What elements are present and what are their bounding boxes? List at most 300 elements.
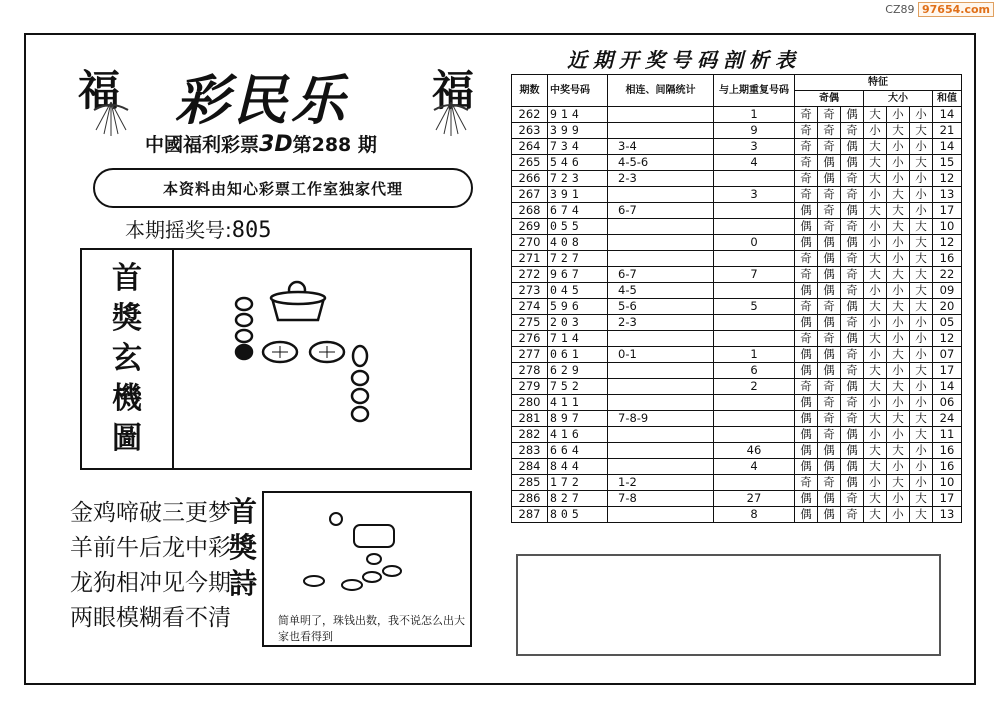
cell-issue: 272 [512, 267, 548, 283]
cell-repeat: 0 [714, 235, 795, 251]
cell-odd-even: 偶 [841, 331, 864, 347]
cell-issue: 283 [512, 443, 548, 459]
cell-big-small: 大 [910, 123, 933, 139]
cell-odd-even: 奇 [841, 171, 864, 187]
cell-span: 4-5-6 [608, 155, 714, 171]
poem-title-char: 獎 [228, 531, 257, 564]
cell-sum: 12 [933, 331, 962, 347]
cell-big-small: 小 [910, 475, 933, 491]
cell-big-small: 大 [864, 443, 887, 459]
cell-odd-even: 偶 [841, 139, 864, 155]
history-table-body [512, 107, 962, 523]
table-row [512, 363, 962, 379]
cell-odd-even: 奇 [795, 251, 818, 267]
cell-big-small: 大 [910, 427, 933, 443]
table-row [512, 251, 962, 267]
cell-issue: 271 [512, 251, 548, 267]
cell-odd-even: 奇 [795, 139, 818, 155]
cell-issue: 279 [512, 379, 548, 395]
table-row [512, 155, 962, 171]
cell-sum: 14 [933, 379, 962, 395]
cell-repeat: 6 [714, 363, 795, 379]
cell-repeat: 4 [714, 155, 795, 171]
table-row [512, 283, 962, 299]
cell-big-small: 小 [910, 331, 933, 347]
cell-issue: 269 [512, 219, 548, 235]
cell-big-small: 大 [864, 363, 887, 379]
puzzle-label-char: 獎 [112, 301, 142, 336]
cell-odd-even: 奇 [818, 219, 841, 235]
cell-span: 2-3 [608, 315, 714, 331]
cell-big-small: 大 [864, 139, 887, 155]
cell-big-small: 大 [864, 507, 887, 523]
cell-span [608, 443, 714, 459]
history-table [511, 74, 962, 523]
cell-sum: 17 [933, 203, 962, 219]
cell-sum: 24 [933, 411, 962, 427]
cell-repeat [714, 203, 795, 219]
cell-big-small: 大 [910, 219, 933, 235]
cell-odd-even: 偶 [795, 235, 818, 251]
cell-number: 391 [548, 187, 608, 203]
coin-puzzle-drawing-icon [222, 270, 382, 450]
table-row [512, 219, 962, 235]
cell-big-small: 小 [887, 331, 910, 347]
cell-big-small: 大 [864, 299, 887, 315]
poem-note: 简单明了，珠钱出数，我不说怎么出大家也看得到 [278, 614, 465, 643]
cell-odd-even: 偶 [795, 315, 818, 331]
cell-big-small: 大 [887, 347, 910, 363]
cell-big-small: 大 [887, 299, 910, 315]
cell-span: 5-6 [608, 299, 714, 315]
cell-big-small: 小 [864, 219, 887, 235]
cell-issue: 267 [512, 187, 548, 203]
drawn-label: 本期摇奖号: [125, 218, 232, 242]
cell-sum: 14 [933, 139, 962, 155]
cell-odd-even: 奇 [841, 219, 864, 235]
cell-big-small: 大 [887, 475, 910, 491]
cell-span: 6-7 [608, 203, 714, 219]
watermark [885, 3, 994, 16]
table-row [512, 507, 962, 523]
table-row [512, 171, 962, 187]
cell-repeat: 7 [714, 267, 795, 283]
issue-number: 288 [311, 134, 352, 156]
cell-issue: 278 [512, 363, 548, 379]
cell-big-small: 大 [887, 187, 910, 203]
cell-span [608, 251, 714, 267]
cell-big-small: 小 [864, 475, 887, 491]
cell-sum: 06 [933, 395, 962, 411]
cell-odd-even: 偶 [841, 299, 864, 315]
cell-issue: 276 [512, 331, 548, 347]
cell-issue: 263 [512, 123, 548, 139]
cell-big-small: 小 [887, 155, 910, 171]
cell-big-small: 大 [864, 203, 887, 219]
cell-big-small: 大 [864, 155, 887, 171]
cell-big-small: 小 [887, 251, 910, 267]
cell-odd-even: 偶 [841, 235, 864, 251]
poem-line: 两眼模糊看不清 [70, 605, 231, 631]
table-row [512, 315, 962, 331]
cell-big-small: 大 [910, 155, 933, 171]
cell-odd-even: 偶 [818, 155, 841, 171]
cell-odd-even: 偶 [841, 155, 864, 171]
cell-odd-even: 奇 [841, 347, 864, 363]
cell-big-small: 小 [864, 347, 887, 363]
cell-odd-even: 奇 [841, 491, 864, 507]
cell-issue: 275 [512, 315, 548, 331]
cell-big-small: 小 [910, 347, 933, 363]
cell-odd-even: 奇 [841, 251, 864, 267]
cell-span [608, 395, 714, 411]
cell-number: 805 [548, 507, 608, 523]
cell-span: 7-8-9 [608, 411, 714, 427]
cell-odd-even: 奇 [841, 187, 864, 203]
cell-sum: 10 [933, 475, 962, 491]
cell-big-small: 小 [887, 491, 910, 507]
cell-odd-even: 奇 [841, 507, 864, 523]
cell-big-small: 大 [887, 123, 910, 139]
cell-odd-even: 奇 [795, 475, 818, 491]
issue-line [145, 130, 377, 157]
cell-span: 3-4 [608, 139, 714, 155]
cell-odd-even: 奇 [818, 187, 841, 203]
puzzle-label-char: 首 [112, 261, 142, 296]
cell-big-small: 大 [910, 299, 933, 315]
cell-issue: 277 [512, 347, 548, 363]
cell-odd-even: 偶 [818, 171, 841, 187]
cell-big-small: 大 [910, 267, 933, 283]
cell-repeat: 2 [714, 379, 795, 395]
cell-odd-even: 偶 [841, 203, 864, 219]
cell-repeat [714, 427, 795, 443]
cell-issue: 285 [512, 475, 548, 491]
cell-big-small: 大 [887, 411, 910, 427]
cell-odd-even: 偶 [841, 379, 864, 395]
table-row [512, 411, 962, 427]
brand-title: 彩民乐 [175, 68, 349, 132]
cell-odd-even: 偶 [841, 107, 864, 123]
cell-odd-even: 偶 [795, 347, 818, 363]
watermark-site[interactable]: 97654.com [918, 2, 994, 17]
col-repeat: 与上期重复号码 [714, 75, 795, 107]
col-issue: 期数 [512, 75, 548, 107]
cell-repeat: 1 [714, 347, 795, 363]
cell-big-small: 大 [864, 459, 887, 475]
cell-big-small: 大 [887, 443, 910, 459]
cell-span [608, 123, 714, 139]
cell-span: 0-1 [608, 347, 714, 363]
cell-span: 2-3 [608, 171, 714, 187]
table-row [512, 395, 962, 411]
cell-issue: 274 [512, 299, 548, 315]
puzzle-label-char: 機 [112, 381, 142, 416]
cell-repeat [714, 283, 795, 299]
cell-odd-even: 奇 [841, 123, 864, 139]
cell-odd-even: 偶 [795, 443, 818, 459]
cell-number: 664 [548, 443, 608, 459]
cell-issue: 280 [512, 395, 548, 411]
cell-sum: 17 [933, 491, 962, 507]
cell-odd-even: 偶 [818, 347, 841, 363]
prize-puzzle-box [80, 248, 472, 470]
cell-number: 203 [548, 315, 608, 331]
cell-big-small: 小 [864, 283, 887, 299]
table-row [512, 459, 962, 475]
cell-number: 408 [548, 235, 608, 251]
table-row [512, 203, 962, 219]
cell-odd-even: 奇 [818, 427, 841, 443]
cell-number: 827 [548, 491, 608, 507]
cell-span: 7-8 [608, 491, 714, 507]
watermark-prefix: CZ89 [885, 3, 915, 16]
cell-odd-even: 偶 [795, 491, 818, 507]
cell-big-small: 小 [864, 427, 887, 443]
table-row [512, 379, 962, 395]
cell-odd-even: 奇 [795, 379, 818, 395]
poem-line: 龙狗相冲见今期 [70, 570, 231, 596]
cell-sum: 05 [933, 315, 962, 331]
blank-notes-box [516, 554, 941, 656]
table-row [512, 491, 962, 507]
col-odd-even: 奇偶 [795, 91, 864, 107]
table-row [512, 347, 962, 363]
cell-big-small: 小 [910, 203, 933, 219]
cell-odd-even: 偶 [841, 427, 864, 443]
cell-odd-even: 奇 [841, 411, 864, 427]
cell-odd-even: 偶 [795, 395, 818, 411]
cell-odd-even: 偶 [795, 219, 818, 235]
cell-number: 674 [548, 203, 608, 219]
coins-sketch-icon [294, 503, 454, 613]
cell-number: 897 [548, 411, 608, 427]
cell-odd-even: 偶 [795, 203, 818, 219]
table-row [512, 427, 962, 443]
cell-issue: 264 [512, 139, 548, 155]
cell-issue: 281 [512, 411, 548, 427]
cell-big-small: 小 [864, 315, 887, 331]
cell-repeat [714, 331, 795, 347]
poem-title-char: 首 [228, 495, 257, 528]
cell-odd-even: 奇 [795, 267, 818, 283]
cell-number: 055 [548, 219, 608, 235]
cell-repeat [714, 219, 795, 235]
cell-big-small: 小 [910, 187, 933, 203]
cell-number: 967 [548, 267, 608, 283]
cell-big-small: 大 [910, 235, 933, 251]
agent-banner: 本资料由知心彩票工作室独家代理 [93, 168, 473, 208]
cell-odd-even: 奇 [818, 411, 841, 427]
fu-char-left: 福 [78, 66, 121, 115]
cell-repeat: 46 [714, 443, 795, 459]
poem [70, 496, 231, 636]
cell-big-small: 大 [887, 203, 910, 219]
cell-big-small: 小 [910, 395, 933, 411]
cell-number: 914 [548, 107, 608, 123]
cell-repeat [714, 475, 795, 491]
cell-repeat [714, 171, 795, 187]
cell-odd-even: 奇 [795, 299, 818, 315]
cell-odd-even: 偶 [818, 315, 841, 331]
cell-repeat: 3 [714, 187, 795, 203]
cell-span [608, 219, 714, 235]
cell-odd-even: 偶 [818, 459, 841, 475]
cell-odd-even: 偶 [818, 235, 841, 251]
game-name: 3D [259, 132, 293, 157]
cell-repeat: 1 [714, 107, 795, 123]
cell-big-small: 小 [887, 139, 910, 155]
puzzle-label-char: 圖 [112, 421, 142, 456]
cell-big-small: 大 [910, 411, 933, 427]
puzzle-label-char: 玄 [112, 341, 142, 376]
col-span: 相连、间隔统计 [608, 75, 714, 107]
poem-line: 羊前牛后龙中彩 [70, 535, 231, 561]
cell-number: 045 [548, 283, 608, 299]
cell-sum: 17 [933, 363, 962, 379]
cell-big-small: 小 [887, 427, 910, 443]
cell-odd-even: 偶 [795, 427, 818, 443]
cell-repeat: 27 [714, 491, 795, 507]
cell-big-small: 小 [864, 123, 887, 139]
cell-number: 416 [548, 427, 608, 443]
cell-big-small: 大 [864, 171, 887, 187]
cell-big-small: 大 [864, 411, 887, 427]
cell-big-small: 小 [887, 107, 910, 123]
cell-odd-even: 偶 [795, 363, 818, 379]
issue-word: 第 [292, 134, 312, 156]
cell-odd-even: 偶 [818, 267, 841, 283]
cell-odd-even: 奇 [841, 315, 864, 331]
cell-big-small: 小 [887, 363, 910, 379]
cell-span [608, 187, 714, 203]
cell-odd-even: 偶 [818, 251, 841, 267]
cell-sum: 21 [933, 123, 962, 139]
cell-sum: 15 [933, 155, 962, 171]
cell-odd-even: 偶 [818, 491, 841, 507]
cell-odd-even: 奇 [818, 139, 841, 155]
cell-repeat: 5 [714, 299, 795, 315]
col-features: 特征 [795, 75, 962, 91]
cell-odd-even: 奇 [841, 363, 864, 379]
cell-big-small: 小 [864, 187, 887, 203]
cell-span: 6-7 [608, 267, 714, 283]
col-big-small: 大小 [864, 91, 933, 107]
cell-odd-even: 奇 [841, 283, 864, 299]
cell-big-small: 小 [887, 459, 910, 475]
cell-number: 596 [548, 299, 608, 315]
cell-big-small: 小 [887, 283, 910, 299]
cell-big-small: 小 [887, 507, 910, 523]
cell-big-small: 大 [887, 379, 910, 395]
cell-issue: 273 [512, 283, 548, 299]
col-sum: 和值 [933, 91, 962, 107]
cell-big-small: 小 [887, 315, 910, 331]
cell-sum: 16 [933, 251, 962, 267]
cell-odd-even: 奇 [818, 123, 841, 139]
cell-odd-even: 偶 [795, 459, 818, 475]
cell-odd-even: 偶 [795, 411, 818, 427]
cell-sum: 20 [933, 299, 962, 315]
cell-repeat [714, 411, 795, 427]
cell-big-small: 大 [887, 267, 910, 283]
cell-odd-even: 奇 [841, 395, 864, 411]
drawn-number: 805 [231, 218, 272, 243]
cell-odd-even: 奇 [795, 187, 818, 203]
cell-big-small: 小 [864, 235, 887, 251]
poem-title-char: 詩 [228, 567, 257, 600]
cell-issue: 265 [512, 155, 548, 171]
cell-repeat: 4 [714, 459, 795, 475]
table-row [512, 107, 962, 123]
cell-odd-even: 偶 [818, 443, 841, 459]
cell-odd-even: 奇 [795, 331, 818, 347]
cell-sum: 07 [933, 347, 962, 363]
cell-sum: 10 [933, 219, 962, 235]
cell-big-small: 大 [864, 379, 887, 395]
cell-number: 723 [548, 171, 608, 187]
table-title: 近期开奖号码剖析表 [567, 48, 801, 72]
cell-big-small: 小 [910, 379, 933, 395]
cell-number: 714 [548, 331, 608, 347]
cell-number: 172 [548, 475, 608, 491]
cell-span: 1-2 [608, 475, 714, 491]
cell-big-small: 大 [864, 267, 887, 283]
cell-number: 752 [548, 379, 608, 395]
cell-sum: 12 [933, 235, 962, 251]
cell-odd-even: 偶 [841, 459, 864, 475]
cell-span [608, 427, 714, 443]
cell-sum: 16 [933, 459, 962, 475]
cell-number: 629 [548, 363, 608, 379]
cell-sum: 13 [933, 187, 962, 203]
cell-odd-even: 偶 [818, 507, 841, 523]
table-row [512, 123, 962, 139]
cell-big-small: 大 [910, 363, 933, 379]
cell-odd-even: 奇 [818, 379, 841, 395]
table-row [512, 331, 962, 347]
cell-sum: 11 [933, 427, 962, 443]
cell-sum: 16 [933, 443, 962, 459]
cell-sum: 22 [933, 267, 962, 283]
cell-odd-even: 奇 [795, 171, 818, 187]
cell-odd-even: 奇 [818, 299, 841, 315]
cell-big-small: 小 [887, 395, 910, 411]
cell-odd-even: 偶 [795, 507, 818, 523]
cell-number: 546 [548, 155, 608, 171]
cell-big-small: 小 [910, 315, 933, 331]
cell-odd-even: 奇 [795, 155, 818, 171]
drawn-number-line [125, 214, 272, 243]
cell-span: 4-5 [608, 283, 714, 299]
cell-repeat [714, 251, 795, 267]
cell-span [608, 379, 714, 395]
cell-big-small: 大 [864, 331, 887, 347]
cell-repeat: 9 [714, 123, 795, 139]
cell-odd-even: 奇 [795, 107, 818, 123]
cell-span [608, 507, 714, 523]
cell-issue: 282 [512, 427, 548, 443]
cell-number: 727 [548, 251, 608, 267]
cell-big-small: 小 [910, 459, 933, 475]
cell-odd-even: 奇 [818, 475, 841, 491]
cell-odd-even: 偶 [818, 283, 841, 299]
cell-big-small: 大 [864, 107, 887, 123]
lantern-tassel-left-icon [86, 100, 136, 140]
cell-big-small: 大 [864, 251, 887, 267]
cell-big-small: 大 [910, 491, 933, 507]
cell-sum: 13 [933, 507, 962, 523]
